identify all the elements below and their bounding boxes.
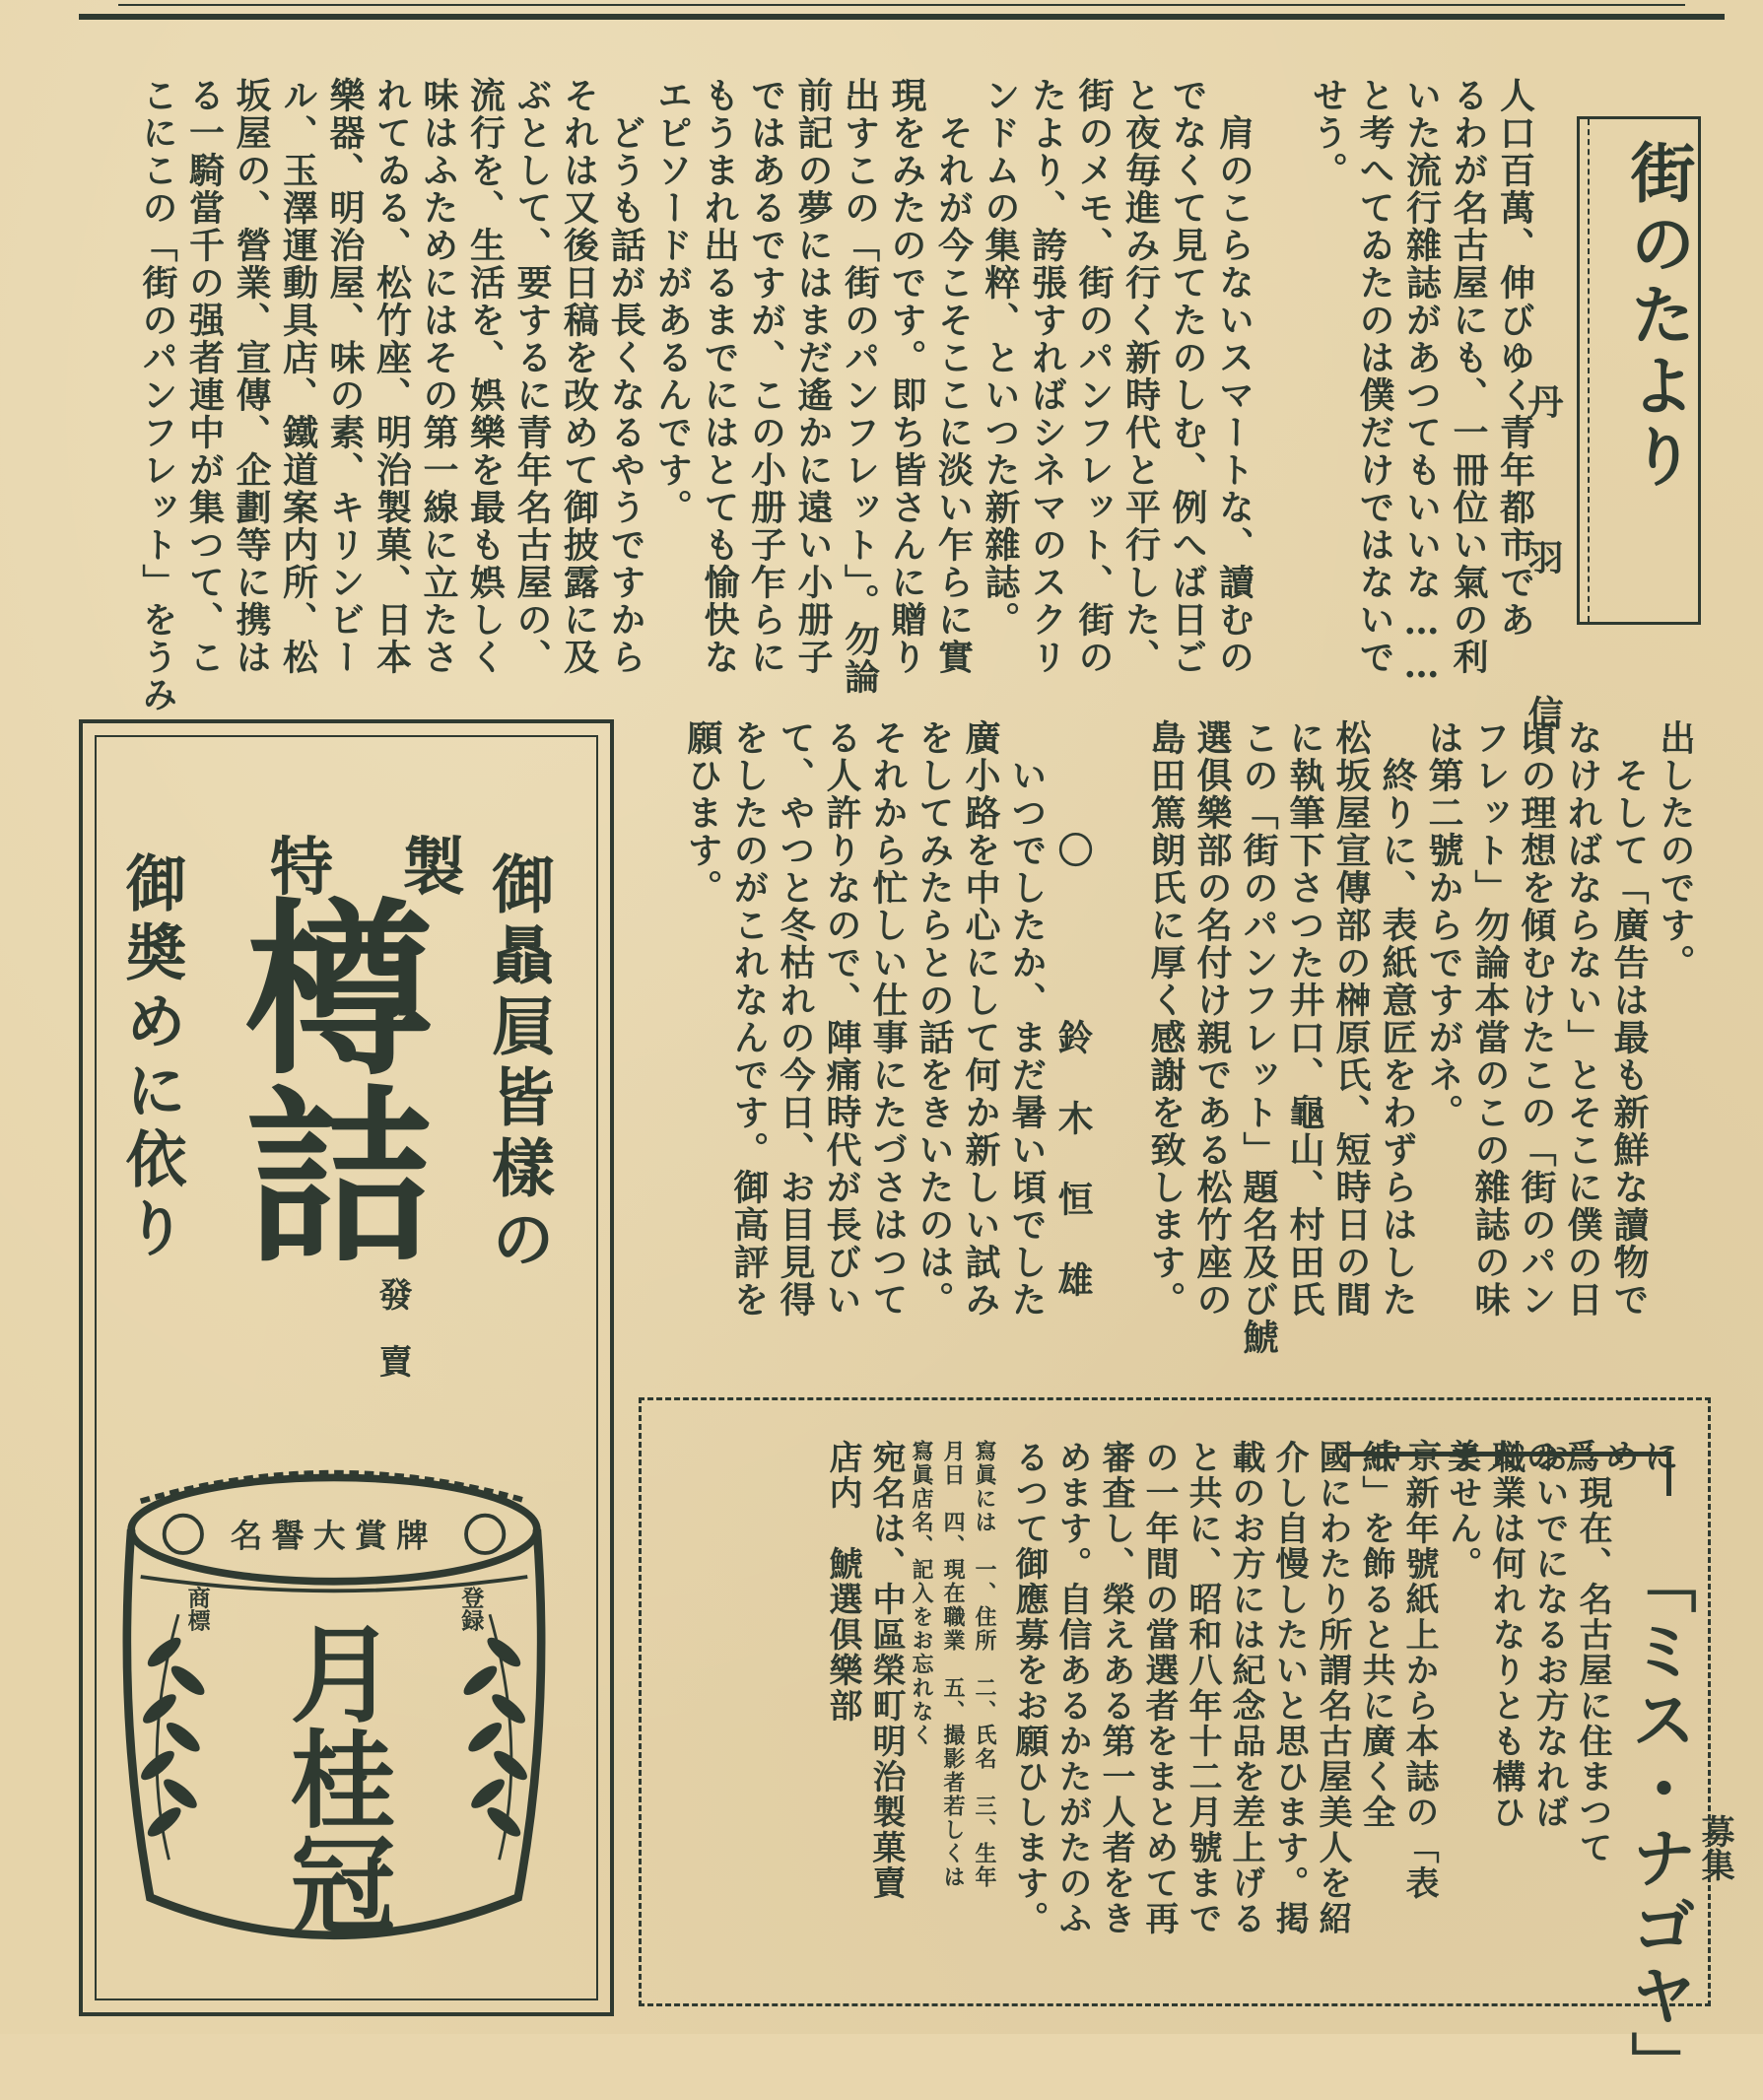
text-column: 松坂屋宣傳部の榊原氏、短時日の間	[1330, 719, 1372, 1319]
text-column: ンドムの集粹、といつた新雜誌。	[980, 77, 1021, 639]
text-column: るわが名古屋にも、一冊位い氣の利	[1448, 77, 1489, 676]
text-column: でなくて見てたのしむ、例へば日ご	[1167, 77, 1208, 676]
text-column: エピソードがあるんです。	[651, 77, 694, 526]
text-column: 新年號紙上から本誌の「表	[1399, 1440, 1439, 1901]
text-column: 審査し、榮えある第一人者をき	[1096, 1440, 1135, 1936]
text-column: と共に、昭和八年十二月號まで	[1183, 1440, 1222, 1936]
barrel-award-text: 名譽大賞牌	[230, 1516, 439, 1555]
text-column: 流行を、生活を、娯樂を最も娯しく	[464, 77, 507, 676]
text-column: それが今こそここに淡い乍らに實	[932, 77, 975, 676]
text-column: 現在、名古屋に住まつて	[1573, 1440, 1612, 1865]
text-column: 肩のこらないスマートな、讀むの	[1213, 77, 1255, 676]
text-column: 街のメモ、街のパンフレット、街の	[1073, 77, 1115, 676]
ad-hatsubai: 發賣	[373, 1277, 412, 1411]
article-author: 丹 羽 信	[1523, 383, 1564, 770]
text-column: 終りに、表紙意匠をわずらはした	[1377, 719, 1418, 1319]
text-column: 載のお方には紀念品を差上げる	[1226, 1440, 1265, 1936]
sake-barrel-illustration	[112, 1453, 556, 1965]
text-column: いた流行雜誌があつてもいいな……	[1400, 77, 1443, 688]
text-column: ぶとして、要するに青年名古屋の、	[511, 77, 553, 676]
text-column: 月日 四、現在職業 五、撮影者若しくは	[940, 1440, 966, 1889]
text-column: 職業は何れなりとも構ひ	[1486, 1440, 1526, 1830]
text-column: 頃の理想を傾むけたこの「街のパン	[1516, 719, 1557, 1319]
text-column: そして「廣告は最も新鮮な讀物で	[1608, 719, 1650, 1319]
text-column: おいでになるお方なれば	[1529, 1440, 1569, 1830]
text-column: ではあるですが、この小册子乍らに	[745, 77, 787, 676]
text-column: 店内 鯱選俱樂部	[823, 1440, 862, 1724]
text-column: に執筆下さつた井口、龜山、村田氏	[1284, 719, 1325, 1319]
text-column: る一騎當千の强者連中が集つて、こ	[183, 77, 226, 676]
text-column: 出したのです。	[1655, 719, 1696, 982]
text-column: ません。	[1443, 1440, 1482, 1582]
text-column: 紙」を飾ると共に廣く全	[1356, 1440, 1395, 1830]
text-column: は第二號からですがネ。	[1423, 719, 1464, 1131]
text-column: 寫眞店名、記入をお忘れなく	[909, 1440, 934, 1747]
article-title-box	[1523, 116, 1701, 770]
text-column: 寫眞には 一、住所 二、氏名 三、生年	[972, 1440, 997, 1889]
text-column: それは又後日稿を改めて御披露に及	[558, 77, 600, 676]
text-column: 味はふためにはその第一線に立たさ	[418, 77, 459, 676]
barrel-left-label: 商標	[183, 1586, 211, 1632]
text-column: 〇 鈴 木 恒 雄	[1052, 719, 1094, 1299]
article-title: 街のたより	[1619, 139, 1696, 494]
text-column: と夜毎進み行く新時代と平行した、	[1119, 77, 1162, 676]
text-column: をしてみたらとの話をきいたのは。	[914, 719, 955, 1319]
ad-taruzume: 樽詰	[215, 891, 435, 1265]
text-column: めます。自信あるかたがたのふ	[1052, 1440, 1092, 1936]
text-column: なければならない」とそこに僕の日	[1562, 719, 1603, 1319]
text-column: 國にわたり所謂名古屋美人を紹	[1313, 1440, 1352, 1936]
ad-headline: 御贔屓皆樣の	[481, 851, 555, 1277]
barrel-brand: 月桂冠	[272, 1619, 396, 1936]
ad-tokusei: 特製	[270, 831, 534, 905]
gekkeikan-advertisement	[79, 719, 614, 2016]
text-column: 宛名は、中區榮町明治製菓賣	[866, 1440, 906, 1901]
text-column: 島田篤朗氏に厚く感謝を致します。	[1145, 719, 1187, 1319]
text-column: せう。	[1307, 77, 1349, 189]
text-column: もうまれ出るまでにはとても愉快な	[699, 77, 740, 676]
notice-title: 「ミス・ナゴヤ」	[1620, 1548, 1697, 2100]
top-rule	[79, 0, 1725, 20]
text-column: るつて御應募をお願ひします。	[1009, 1440, 1049, 1936]
text-column: 介し自慢したいと思ひます。掲	[1269, 1440, 1309, 1936]
text-column: 坂屋の、營業、宣傳、企劃等に携は	[231, 77, 272, 676]
notice-recruit-label: 募集	[1695, 1814, 1734, 1881]
text-column: をしたのがこれなんです。御高評を	[728, 719, 770, 1319]
text-column: たより、誇張すればシネマのスクリ	[1026, 77, 1068, 676]
barrel-right-label: 登録	[457, 1586, 485, 1632]
text-column: 人口百萬、伸びゆく青年都市であ	[1494, 77, 1536, 639]
miss-nagoya-notice	[639, 1397, 1734, 2100]
text-column: 前記の夢にはまだ遙かに遠い小册子	[792, 77, 834, 676]
text-column: 現をみたのです。即ち皆さんに贈り	[886, 77, 927, 676]
text-column: いつでしたか、まだ暑い頃でした	[1006, 719, 1048, 1319]
text-column: 願ひます。	[682, 719, 723, 907]
text-column: る人許りなので、陣痛時代が長びい	[821, 719, 862, 1319]
text-column: 廣小路を中心にして何か新しい試み	[960, 719, 1001, 1319]
text-column: ル、玉澤運動具店、鐵道案内所、松	[277, 77, 319, 676]
ad-subline: 御奬めに依り	[115, 851, 187, 1265]
text-column: 選俱樂部の名付け親である松竹座の	[1191, 719, 1233, 1319]
text-column: それから忙しい仕事にたづさはつて	[867, 719, 909, 1319]
notice-banner: 中京美人の爲めに	[1369, 1438, 1684, 1477]
text-column: この「街のパンフレット」題名及び鯱	[1238, 719, 1279, 1356]
text-column: の一年間の當選者をまとめて再	[1139, 1440, 1179, 1936]
text-column: 出すこの「街のパンフレット」。勿論	[839, 77, 881, 696]
text-column: て、やつと冬枯れの今日、お目見得	[775, 719, 816, 1319]
text-column: 樂器、明治屋、味の素、キリンビー	[324, 77, 366, 676]
text-column: こにこの「街のパンフレット」をうみ	[137, 77, 178, 713]
text-column: どうも話が長くなるやうですから	[605, 77, 646, 676]
text-column: れてゐる、松竹座、明治製菓、日本	[371, 77, 413, 676]
text-column: と考へてゐたのは僕だけではないで	[1354, 77, 1395, 676]
text-column: フレット」勿論本當のこの雜誌の味	[1469, 719, 1511, 1319]
